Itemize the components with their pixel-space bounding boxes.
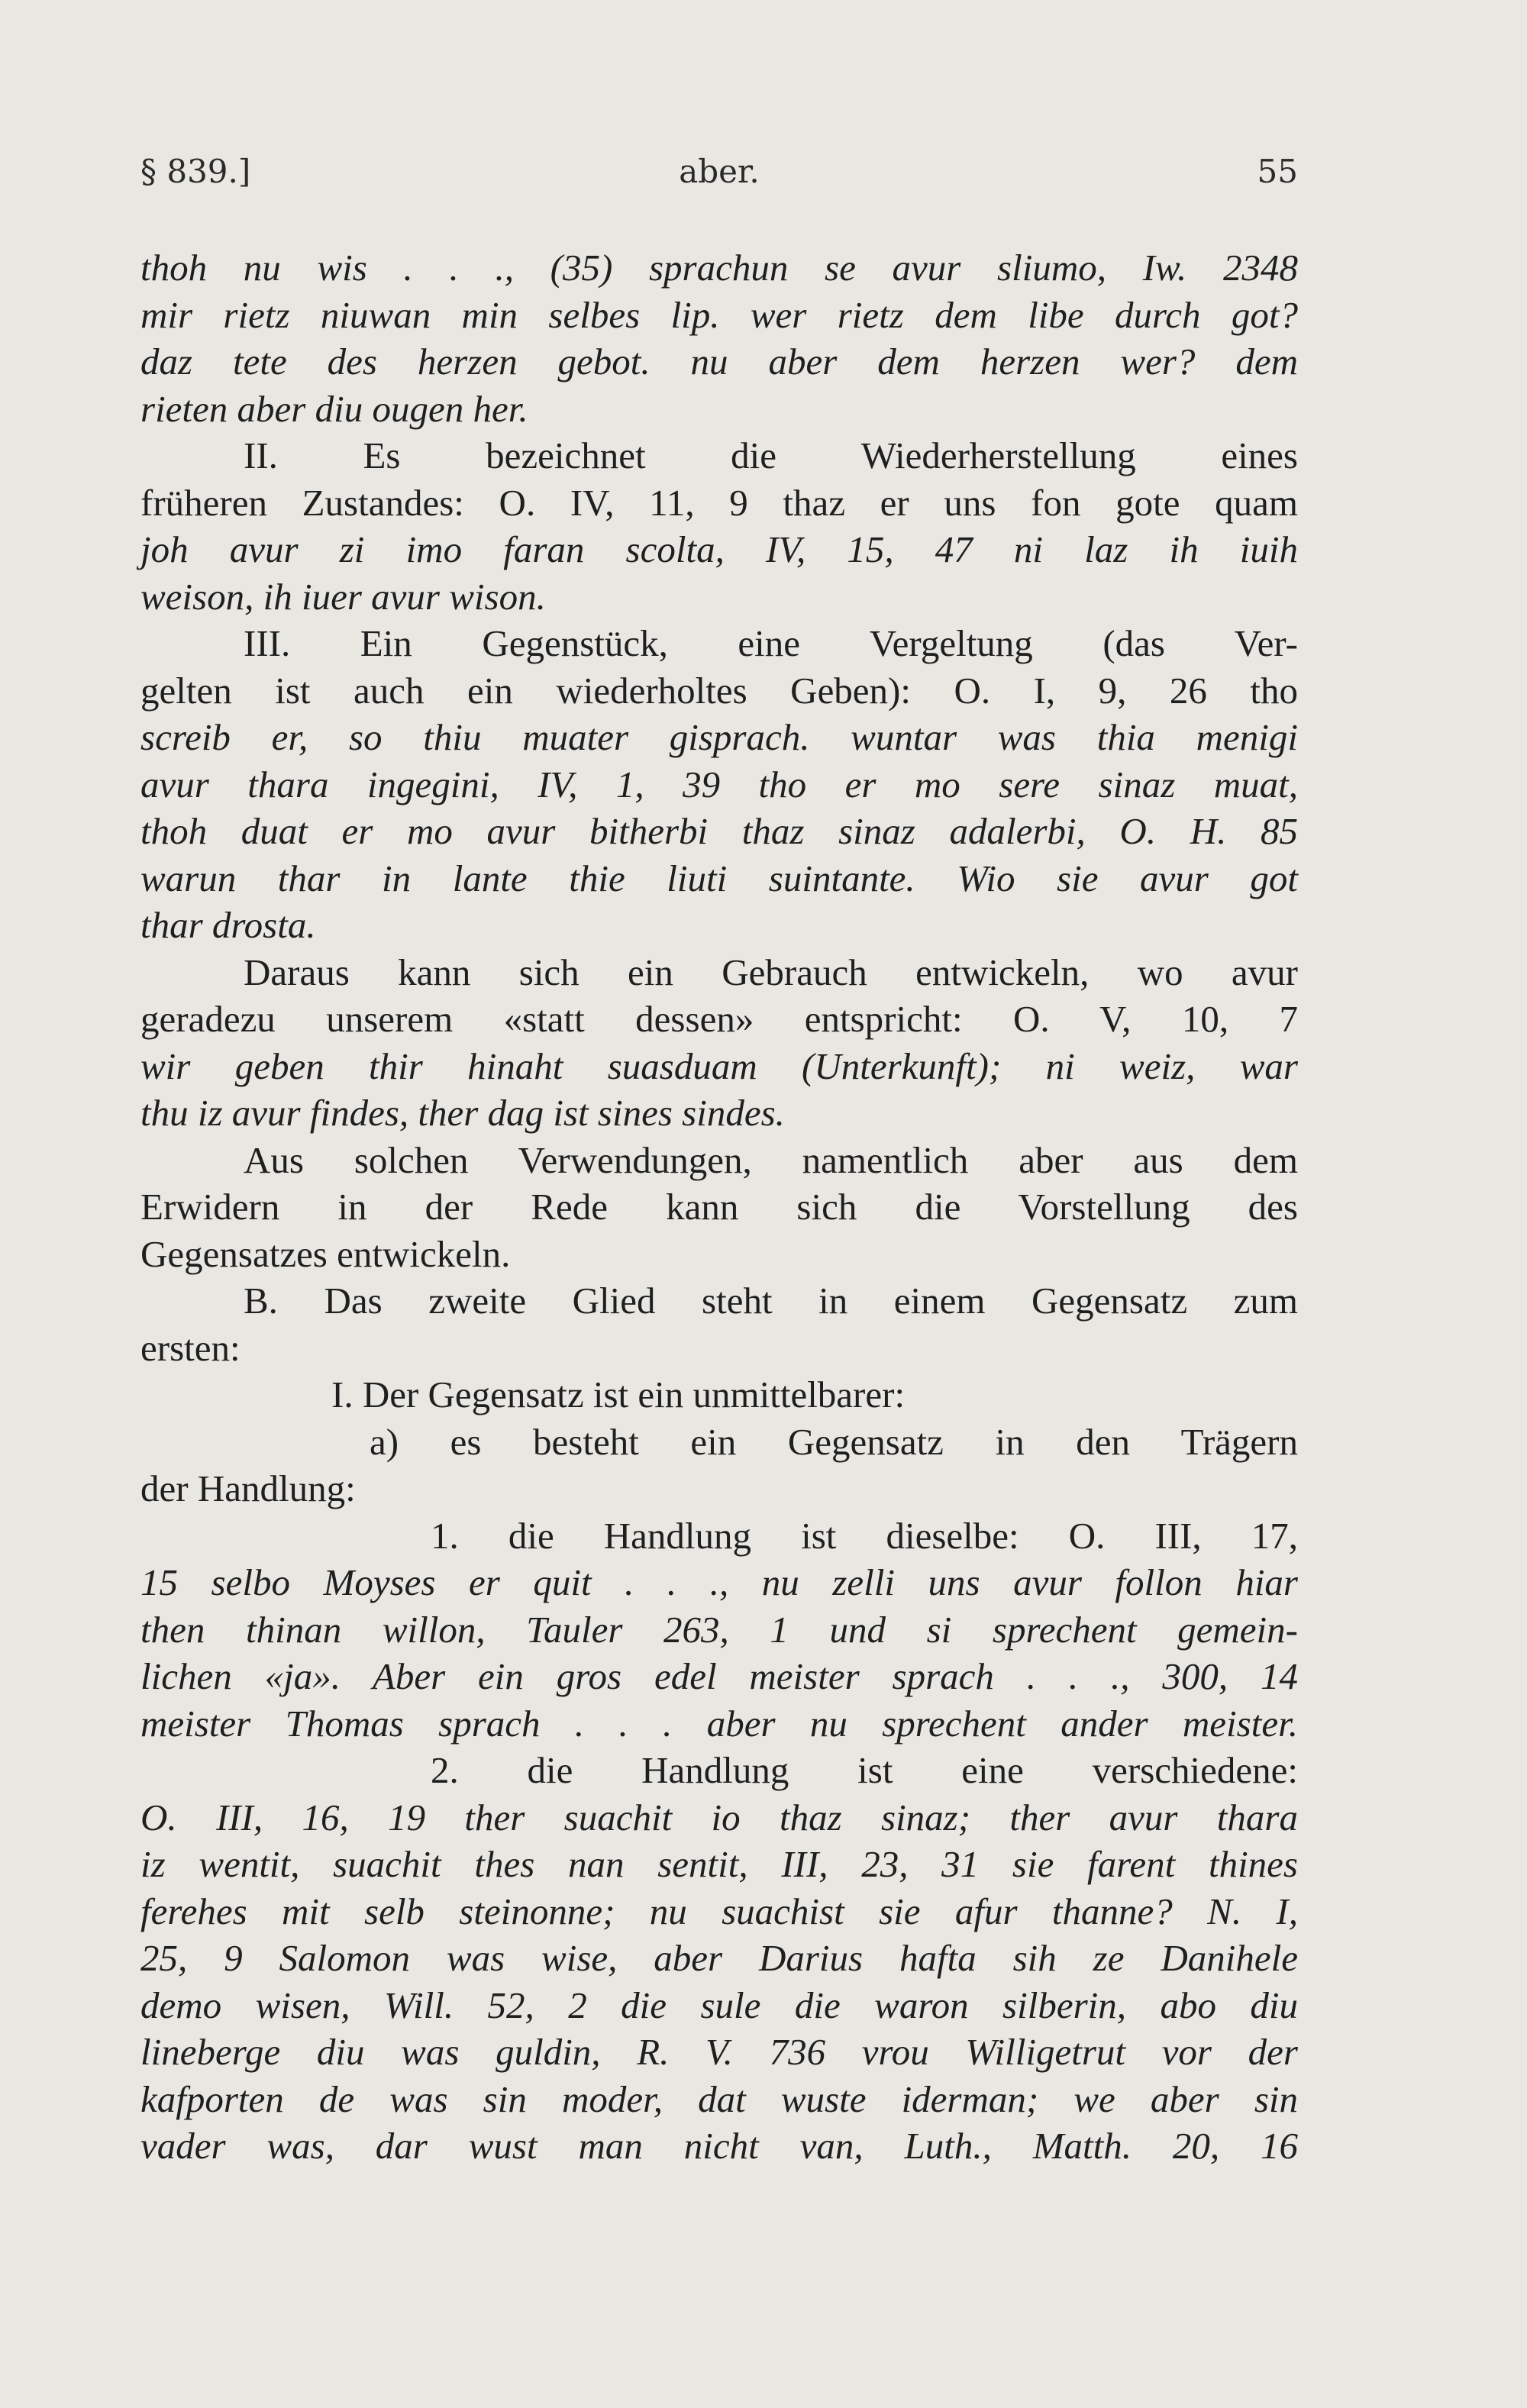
- text-line: meister Thomas sprach . . . aber nu sprechent ander meister.: [140, 1702, 1298, 1745]
- text-line: rieten aber diu ougen her.: [140, 387, 528, 430]
- text-line: a) es besteht ein Gegensatz in den Trägern: [370, 1420, 1298, 1463]
- page-number: 55: [1257, 153, 1298, 190]
- text-line: lichen «ja». Aber ein gros edel meister sprach . . ., 300, 14: [140, 1655, 1298, 1697]
- text-line: B. Das zweite Glied steht in einem Gegensatz zum: [244, 1280, 1298, 1322]
- text-line: thu iz avur findes, ther dag ist sines sindes.: [140, 1092, 785, 1134]
- text-line: III. Ein Gegenstück, eine Vergeltung (das Ver-: [244, 622, 1298, 664]
- text-line: 1. die Handlung ist dieselbe: O. III, 17,: [431, 1514, 1298, 1557]
- text-line: gelten ist auch ein wiederholtes Geben): O. I, 9, 26 tho: [140, 669, 1298, 712]
- text-line: joh avur zi imo faran scolta, IV, 15, 47 ni laz ih iuih: [140, 528, 1298, 570]
- body-text: [140, 244, 1298, 2170]
- text-line: ferehes mit selb steinonne; nu suachist sie afur thanne? N. I,: [140, 1890, 1298, 1932]
- text-line: 2. die Handlung ist eine verschiedene:: [431, 1749, 1298, 1791]
- text-line: wir geben thir hinaht suasduam (Unterkunft); ni weiz, war: [140, 1044, 1298, 1087]
- text-line: 15 selbo Moyses er quit . . ., nu zelli uns avur follon hiar: [140, 1561, 1298, 1603]
- text-line: then thinan willon, Tauler 263, 1 und si sprechent gemein-: [140, 1608, 1298, 1651]
- text-line: ersten:: [140, 1326, 241, 1369]
- text-line: thar drosta.: [140, 904, 316, 946]
- text-line: der Handlung:: [140, 1467, 356, 1509]
- text-line: warun thar in lante thie liuti suintante. Wio sie avur got: [140, 857, 1298, 899]
- text-line: kafporten de was sin moder, dat wuste iderman; we aber sin: [140, 2077, 1298, 2120]
- text-line: lineberge diu was guldin, R. V. 736 vrou Willigetrut vor der: [140, 2031, 1298, 2073]
- text-line: demo wisen, Will. 52, 2 die sule die waron silberin, abo diu: [140, 1984, 1298, 2026]
- text-line: thoh duat er mo avur bitherbi thaz sinaz adalerbi, O. H. 85: [140, 810, 1298, 852]
- text-line: 25, 9 Salomon was wise, aber Darius hafta sih ze Danihele: [140, 1937, 1298, 1979]
- text-line: Aus solchen Verwendungen, namentlich aber aus dem: [244, 1138, 1298, 1181]
- text-line: O. III, 16, 19 ther suachit io thaz sinaz; ther avur thara: [140, 1796, 1298, 1838]
- text-line: Erwidern in der Rede kann sich die Vorstellung des: [140, 1186, 1298, 1228]
- text-line: Daraus kann sich ein Gebrauch entwickeln, wo avur: [244, 951, 1298, 993]
- text-line: mir rietz niuwan min selbes lip. wer rietz dem libe durch got?: [140, 293, 1298, 336]
- text-line: weison, ih iuer avur wison.: [140, 575, 546, 618]
- text-line: daz tete des herzen gebot. nu aber dem herzen wer? dem: [140, 341, 1298, 383]
- text-line: screib er, so thiu muater gisprach. wuntar was thia menigi: [140, 716, 1298, 758]
- text-line: thoh nu wis . . ., (35) sprachun se avur sliumo, Iw. 2348: [140, 247, 1298, 289]
- text-line: avur thara ingegini, IV, 1, 39 tho er mo sere sinaz muat,: [140, 763, 1298, 805]
- text-line: iz wentit, suachit thes nan sentit, III, 23, 31 sie farent thines: [140, 1843, 1298, 1885]
- text-line: II. Es bezeichnet die Wiederherstellung eines: [244, 434, 1298, 476]
- text-line: I. Der Gegensatz ist ein unmittelbarer:: [331, 1373, 906, 1415]
- running-title: aber.: [679, 153, 760, 190]
- section-reference: § 839.]: [140, 153, 251, 190]
- text-line: geradezu unserem «statt dessen» entspricht: O. V, 10, 7: [140, 998, 1298, 1040]
- text-line: Gegensatzes entwickeln.: [140, 1232, 511, 1275]
- running-header: [140, 153, 1298, 206]
- text-line: vader was, dar wust man nicht van, Luth., Matth. 20, 16: [140, 2125, 1298, 2167]
- text-line: früheren Zustandes: O. IV, 11, 9 thaz er uns fon gote quam: [140, 481, 1298, 524]
